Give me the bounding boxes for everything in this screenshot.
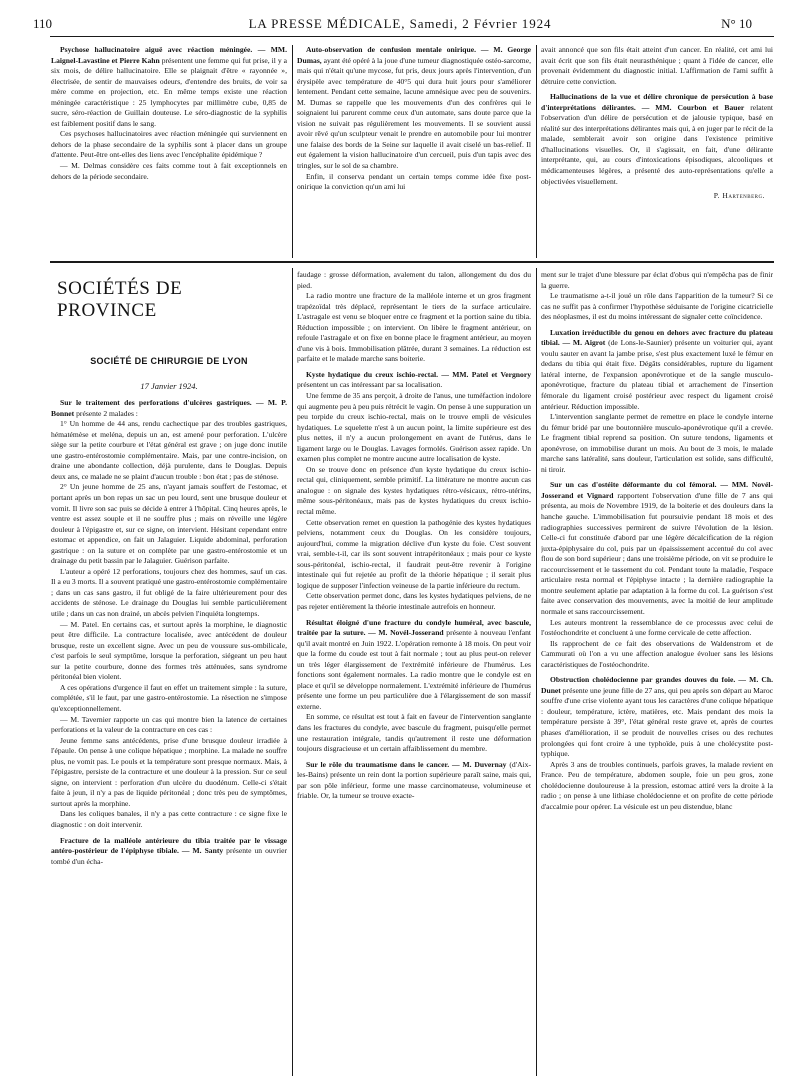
- article-paragraph: [297, 172, 531, 193]
- article-paragraph: [297, 391, 531, 465]
- bottom-column-1: [51, 270, 287, 1077]
- article-text: En somme, ce résultat est tout à fait en faveur de l'intervention sanglante dans les fractures du condyle, avec bascule du fragment, puisqu'elle permet une restauration intégrale, tandis qu'autrement il reste une déformation toujours disgracieuse et un certain affaiblissement du membre.: [297, 712, 531, 754]
- article-paragraph: [297, 270, 531, 291]
- article-paragraph: [51, 161, 287, 182]
- article-paragraph-lead: [541, 328, 773, 412]
- article-text: Jeune femme sans antécédents, prise d'une brusque douleur irradiée à l'épaule. On pense à une colique hépatique ; morphine. La malade ne souffre plus, ne vomit pas. Le pouls et la température sont presque normaux. Mais, à l'épigastre, persiste de la contracture et une douleur à la pression. Sur ce seul signe, on intervient : perforation d'un ulcère du duodénum. Celle-ci s'était faite à jeun, il n'y a pas de liquide péritonéal ; donc très peu de symptômes, surtout après la morphine.: [51, 735, 287, 808]
- article-paragraph: [297, 712, 531, 754]
- article-text: A ces opérations d'urgence il faut en effet un traitement simple : la suture, complétée, s'il le faut, par une gastro-entérostomie. La résection ne s'impose qu'exceptionnellement.: [51, 682, 287, 713]
- article-paragraph: [297, 465, 531, 518]
- article-paragraph-lead: [51, 836, 287, 868]
- article-text: ment sur le trajet d'une blessure par éclat d'obus qui n'empêcha pas de finir la guerre.: [541, 270, 773, 290]
- article-paragraph: [541, 270, 773, 291]
- article-text: 1° Un homme de 44 ans, rendu cachectique par des troubles gastriques, hématémèse et meléna, depuis un an, est amené pour perforation. L'ulcère siège sur la petite courbure et l'état général est grave ; on juge donc inutile une gastro-entérostomie complémentaire. Mais, par une contre-incision, on draine une abondante collection, déjà purulente, dans le Douglas. Depuis deux ans, ce malade ne se plaint d'aucun trouble : bon état ; pas de sténose.: [51, 419, 287, 481]
- article-text: Une femme de 35 ans perçoit, à droite de l'anus, une tuméfaction indolore qui augmente peu à peu puis rétrécit le vagin. On pense à une suppuration un peu torpide du creux ischio-rectal, mais on le trouve empli de vésicules hydatiques. Le squelette n'est à un aucun point, la limite supérieure est des plus nettes, il n'y a aucun prolongement en avant de l'utérus, dans le ligament large ou le Douglas. Lavages formolés. Guérison assez rapide. Un examen plus complet ne montre aucune autre localisation de kyste.: [297, 391, 531, 464]
- article-paragraph-lead: [51, 398, 287, 419]
- article-text: — M. Tavernier rapporte un cas qui montre bien la latence de certaines perforations et la valeur de la contracture en ces cas :: [51, 714, 287, 735]
- column-rule: [536, 45, 537, 258]
- running-header: LA PRESSE MÉDICALE, Samedi, 2 Février 1924: [248, 16, 552, 31]
- article-text: — M. Delmas considère ces faits comme tout à fait exceptionnels en dehors de la période secondaire.: [51, 161, 287, 181]
- article-text: présentent un cas intéressant par sa localisation.: [297, 380, 443, 390]
- article-text: Cette observation remet en question la pathogénie des kystes hydatiques pelviens, notamment ceux du Douglas. On les considère toujours, aujourd'hui, comme la migration déclive d'un kyste du foie. C'est souvent vrai, semble-t-il, car ils sont souvent intrapéritonéaux ; mais pour ce kyste sous-péritonéal, ischio-rectal, il faudrait peut-être revenir à l'origine intestinale qui fut rejetée au profit de la théorie hépatique ; il serait plus logique de supposer l'infection veineuse de la partie inférieure du rectum.: [297, 517, 531, 590]
- article-paragraph: [541, 45, 773, 87]
- top-column-3: [541, 45, 773, 260]
- top-column-1: [51, 45, 287, 260]
- page-number: 110: [33, 16, 53, 31]
- article-paragraph-lead: [297, 370, 531, 391]
- article-paragraph: [297, 591, 531, 612]
- section-rule: [50, 261, 774, 263]
- article-text: Les auteurs montrent la ressemblance de ce processus avec celui de l'ostéochondrite et concluent à une forme cervicale de cette affection.: [541, 617, 773, 638]
- top-column-2: [297, 45, 531, 260]
- article-paragraph: [51, 715, 287, 736]
- article-text: Dans les coliques banales, il n'y a pas cette contracture : ce signe fixe le diagnostic : on doit intervenir.: [51, 809, 287, 829]
- column-rule: [292, 268, 293, 1076]
- issue-number: N° 10: [721, 16, 752, 31]
- society-name: SOCIÉTÉ DE CHIRURGIE DE LYON: [90, 356, 248, 366]
- bottom-column-2: [297, 270, 531, 1077]
- article-text: — M. Patel. En certains cas, et surtout après la morphine, le diagnostic peut être difficile. La contracture localisée, avec antécédent de douleur brusque, reste un excellent signe. Avec un peu de voussure sus-ombilicale, c'est parfois le seul symptôme, lorsque la perforation, siégeant un peu haut sur la petite courbure, donne des formes très atténuées, sans syndrome péritonéal bien violent.: [51, 619, 287, 682]
- article-paragraph-lead: [541, 92, 773, 187]
- article-text: Cette observation permet donc, dans les kystes hydatiques pelviens, de ne pas rejeter entièrement la théorie intestinale autrefois en honneur.: [297, 591, 531, 611]
- article-text: 2° Un jeune homme de 25 ans, n'ayant jamais souffert de l'estomac, et portant après un bon repas un sac un peu lourd, sent une brusque douleur et vomit. Il livre son sac puis se décide à entrer à l'hôpital. Cinq heures après, le ventre est assez souple et il ne souffre plus ; mais on réveille une légère douleur à l'épigastre et, sur ce signe, on intervient. Hésitant cependant entre estomac et appendice, on fait un Jalaguier. Liquide abdominal, perforation gastrique : on la suture et on complète par une gastro-entérostomie et un drainage du petit bassin par le Jalaguier. Guérison parfaite.: [51, 482, 287, 566]
- article-text: présente à nouveau l'enfant qu'il avait montré en Juin 1922. L'opération remonte à 18 mois. On peut voir que la forme du coude est tout à fait normale ; tout au plus peut-on relever un très léger élargissement de l'extrémité inférieure de l'humérus. Les fonctions sont également normales. La radio montre que le condyle est en place et qu'il se développe normalement. L'extrémité inférieure de l'humérus présente une forme un peu particulière due à l'élargissement de son massif externe.: [297, 628, 531, 711]
- article-heading: Sur un cas d'ostéite déformante du col fémoral. — MM. Novél-Josserand et Vignard: [541, 480, 773, 500]
- article-heading: Résultat éloigné d'une fracture du condyle huméral, avec bascule, traitée par la suture. — M. Novél-Josserand: [297, 617, 531, 638]
- article-text: L'auteur a opéré 12 perforations, toujours chez des hommes, sauf un cas. Il a eu 3 morts. Il a souvent pratiqué une gastro-entérostomie complémentaire ; dans un cas sans gastro, il fut obligé de la faire ultérieurement pour des accidents de sténose. Le drainage du Douglas lui semble particulièrement utile ; dans un cas non drainé, un abcès pelvien l'inquiéta longtemps.: [51, 566, 287, 619]
- column-rule: [292, 45, 293, 258]
- section-heading: SOCIÉTÉS DE PROVINCE: [57, 278, 183, 321]
- article-text: relatent l'observation d'un délire de persécution et de jalousie typique, basé en réalité sur des interprétations délirantes mais qui, à en juger par le récit de la malade, semblerait avoir son origine dans l'existence primitive d'hallucinations visuelles. Or, il s'agissait, en fait, d'une délirante interprétante, qui, au cours d'intoxications épisodiques, alcooliques et médicamenteuses légères, a présenté des auto-représentations qu'elle a objectivées visuellement.: [541, 102, 773, 186]
- article-text: avait annoncé que son fils était atteint d'un cancer. En réalité, cet ami lui avait écrit que son fils était neurasthénique ; quant à l'idée de cancer, elle provenait évidemment du diagnostic initial. L'affirmation de l'ami suffit à détruire cette conviction.: [541, 45, 773, 86]
- article-paragraph: [51, 620, 287, 683]
- article-text: Ils rapprochent de ce fait des observations de Waldenstrom et de Cammurati où l'on a vu une affection analogue évoluer sans les lésions caractéristiques de l'ostéochondrite.: [541, 638, 773, 669]
- author-signature: P. Hartenberg.: [713, 191, 765, 201]
- article-paragraph-lead: [51, 45, 287, 129]
- article-text: présente un ouvrier tombé d'un écha-: [51, 846, 287, 866]
- article-text: La radio montre une fracture de la malléole interne et un gros fragment trapézoïdal très déplacé, représentant le tiers de la surface articulaire. L'astragale est venu se bloquer entre ce fragment et la portion saine du tibia. Réduction impossible ; on intervient. On libère le fragment antérieur, on refoule l'astragale et on fixe en bonne place le fragment antérieur, au moyen d'une vis à bois. Immobilisation plâtrée, durant 3 semaines. La réduction est parfaite et le malade marche sans boiterie.: [297, 291, 531, 364]
- article-paragraph: [297, 291, 531, 365]
- article-text: ayant été opéré à la joue d'une tumeur diagnostiquée ostéo-sarcome, mais qui n'était qu'une mycose, fut pris, deux jours après l'intervention, d'un érysipèle avec température de 40°5 qui dura huit jours pour s'améliorer lentement. Pendant cette semaine, lacune amnésique avec peu de souvenirs. M. Dumas se rappelle que les mouvements d'un des confrères qui le soignaient lui parurent comme ceux d'un automate, sans doute parce que la vision ne suivait pas régulièrement les mouvements. Il se souvient aussi avoir rêvé qu'un sculpteur venait le prendre en automobile pour lui montrer une falaise des bords de la Seine sur laquelle il avait ciselé un bas-relief. Il eut également la vision hallucinatoire d'un cercueil, puis d'un tapis avec des tringles, sur le sol de sa chambre.: [297, 55, 531, 171]
- article-paragraph-lead: [541, 480, 773, 617]
- article-paragraph: [51, 736, 287, 810]
- article-heading: Luxation irréductible du genou en dehors avec fracture du plateau tibial. — M. Aigrot: [541, 327, 773, 348]
- article-text: On se trouve donc en présence d'un kyste hydatique du creux ischio-rectal qui, cliniquement, semble primitif. La littérature ne montre aucun cas analogue : on signale des kystes hydatiques rétro-vésicaux, rétro-utérins, même sous-péritonéaux, mais pas de kystes hydatiques du creux ischio-rectal même.: [297, 464, 531, 517]
- bottom-column-1-body: [51, 398, 287, 867]
- session-date: 17 Janvier 1924.: [140, 380, 198, 391]
- article-text: Après 3 ans de troubles continuels, parfois graves, la malade revient en France. Peu de température, abdomen souple, foie un peu gros, zone cholédocienne douloureuse à la pression, estomac attiré vers la droite à la radio ; on pense à une lithiase cholédocienne et on profite de cette période d'accalmie pour opérer. La vésicule est un peu distendue, blanc: [541, 759, 773, 811]
- article-text: (de Lons-le-Saunier) présente un voiturier qui, ayant voulu sauter en avant la jambe prise, s'est plus exactement luxé le fémur en dedans du tibia qui était fixe. Dégâts considérables, rupture du ligament latéral interne, de l'expansion aponévrotique et de la sangle musculo-aponévrotique, fracture du plateau tibial et arrachement de l'insertion fémorale du ligament croisé postérieur avec respect du ligament croisé antérieur. Réduction impossible.: [541, 338, 773, 411]
- article-paragraph: [541, 618, 773, 639]
- article-text: présente une jeune fille de 27 ans, qui peu après son départ au Maroc souffre d'une crise violente ayant tous les caractères d'une colique hépatique : douleur, température, ictère, matières, etc. Mais pendant des mois la température persiste à 39°, l'état général reste grave et, après de courtes phases d'amélioration, il se produit de nouvelles crises ou des rechutes prolongées qui font croire à une typhoïde, puis à une cholécystite post-typhique.: [541, 685, 773, 759]
- article-text: présente 2 malades :: [76, 408, 138, 418]
- article-paragraph: [51, 129, 287, 161]
- article-text: Le traumatisme a-t-il joué un rôle dans l'apparition de la tumeur? Si ce cas ne suffit pas à confirmer l'hypothèse séduisante de l'origine cicatricielle des néoplasmes, il est du moins intéressant de signaler cette coïncidence.: [541, 291, 773, 322]
- article-heading: Fracture de la malléole antérieure du tibia traitée par le vissage antéro-postérieur de l'épiphyse tibiale. — M. Santy: [51, 835, 287, 856]
- article-paragraph: [51, 683, 287, 715]
- column-rule: [536, 268, 537, 1076]
- article-heading: Sur le rôle du traumatisme dans le cancer. — M. Duvernay: [306, 759, 507, 769]
- bottom-column-3: [541, 270, 773, 1077]
- article-heading: Sur le traitement des perforations d'ulcères gastriques. — M. P. Bonnet: [51, 398, 287, 418]
- article-text: faudage : grosse déformation, avalement du talon, allongement du dos du pied.: [297, 270, 531, 290]
- article-paragraph: [51, 419, 287, 482]
- article-text: Ces psychoses hallucinatoires avec réaction méningée qui surviennent en dehors de la phase secondaire de la syphilis sont à placer dans un groupe d'attente. Peut-être ont-elles des liens avec l'encéphalite épidémique ?: [51, 129, 287, 160]
- article-paragraph: [51, 482, 287, 566]
- article-text: L'intervention sanglante permet de remettre en place le condyle interne du fémur bridé par une boutonnière musculo-aponévrotique qu'il a crevée. Le fragment tibial reprend sa position. On suture tendons, ligaments et aponévrose, on immobilise durant un mois. Au bout de 3 mois, le malade marche sans latéralité, sans douleur, l'articulation est solide, sans difficulté, ni tiroir.: [541, 412, 773, 474]
- article-text: Enfin, il conserva pendant un certain temps comme idée fixe post-onirique la conviction qu'un ami lui: [297, 171, 531, 192]
- article-paragraph: [297, 518, 531, 592]
- article-heading: Kyste hydatique du creux ischio-rectal. — MM. Patel et Vergnory: [306, 369, 531, 379]
- article-paragraph: [541, 291, 773, 323]
- article-paragraph: [51, 809, 287, 830]
- header-rule: [50, 36, 774, 37]
- top-column-3-body: [541, 45, 773, 187]
- article-heading: Auto-observation de confusion mentale onirique. — M. George Dumas,: [297, 45, 531, 65]
- article-heading: Hallucinations de la vue et délire chronique de persécution à base d'interprétations délirantes. — MM. Courbon et Bauer: [541, 92, 773, 112]
- article-heading: Psychose hallucinatoire aiguë avec réaction méningée. — MM. Laignel-Lavastine et Pierre Kahn: [51, 45, 287, 65]
- article-paragraph: [541, 639, 773, 671]
- article-heading: Obstruction cholédocienne par grandes douves du foie. — M. Ch. Dunet: [541, 675, 773, 695]
- article-text: rapportent l'observation d'une fille de 7 ans qui présenta, au mois de Novembre 1919, de la boiterie et des douleurs dans la hanche gauche. L'immobilisation fut poursuivie pendant 18 mois et des radiographies successives permirent de suivre l'évolution de la lésion. Celle-ci fut constituée d'abord par une légère décalcification de la région juxta-épiphysaire du col, puis par un épaississement accentué du col avec flou de son bord supérieur ; dans une troisième période, on vit se produire le raccourcissement et le tassement du col. Pendant toute la maladie, l'espace articulaire resta normal et l'épiphyse intacte ; la dernière radiographie la montre seulement aplatie par adaptation à la forme du col. La guérison s'est faite avec conservation des mouvements, avec la moitié de leur amplitude normale et sans raccourcissement.: [541, 490, 773, 616]
- article-text: présentent une femme qui fut prise, il y a six mois, de délire hallucinatoire. Elle se plaignait d'être « rayonnée », électrisée, de sentir de mauvaises odeurs, d'entendre des bruits, de voir sa mère comme en projection, etc. En même temps existe une réaction méningée caractéristique : 25 lymphocytes par millimètre cube, 0,85 de sucre, séro-réaction de Guillain douteuse. Le séro-diagnostic de la syphilis est faiblement positif dans le sang.: [51, 55, 287, 128]
- article-paragraph: [541, 412, 773, 475]
- article-paragraph-lead: [541, 675, 773, 759]
- article-paragraph: [541, 760, 773, 813]
- article-paragraph: [51, 567, 287, 620]
- article-text: (d'Aix-les-Bains) présente un rein dont la portion supérieure paraît saine, mais qui, par son pôle inférieur, forme une masse carcinomateuse, volumineuse et friable. Or, la tumeur se trouve exacte-: [297, 759, 531, 801]
- article-paragraph-lead: [297, 45, 531, 172]
- article-paragraph-lead: [297, 760, 531, 802]
- article-paragraph-lead: [297, 618, 531, 713]
